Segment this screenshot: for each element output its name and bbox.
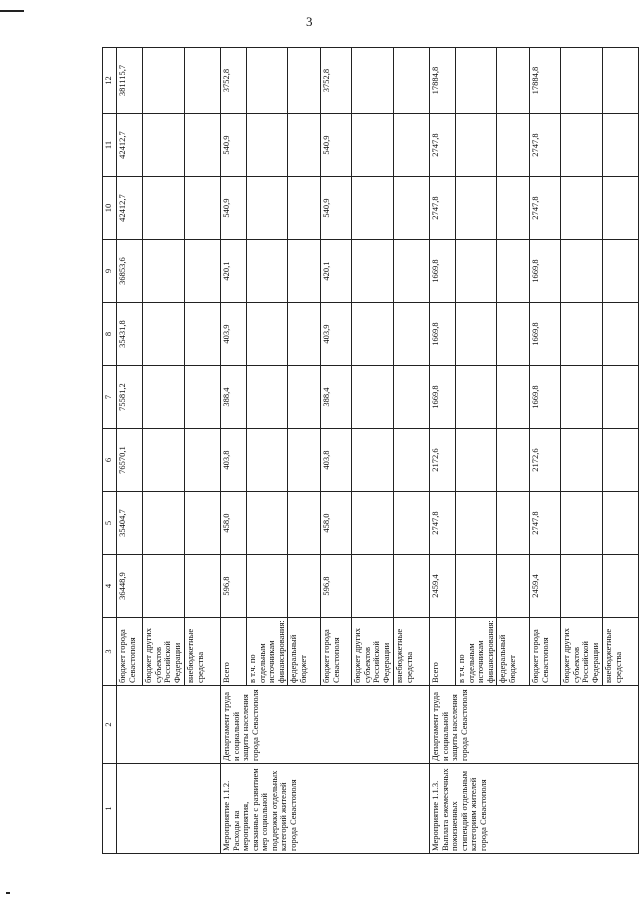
- value-cell-col-6: [497, 429, 530, 492]
- value-cell-col-7: [603, 366, 639, 429]
- funding-source-cell: бюджет других субъектов Российской Федерации: [143, 618, 185, 686]
- funding-source-cell: внебюджетные средства: [185, 618, 221, 686]
- value-cell-col-6: 403,8: [221, 429, 247, 492]
- column-header-11: 11: [103, 114, 117, 177]
- value-cell-col-8: [247, 303, 288, 366]
- funding-source-cell: бюджет города Севастополя: [117, 618, 143, 686]
- funding-source-cell: в т.ч. по отдельным источникам финансирования:: [456, 618, 497, 686]
- value-cell-col-11: [185, 114, 221, 177]
- value-cell-col-9: 420,1: [221, 240, 247, 303]
- value-cell-col-8: [185, 303, 221, 366]
- value-cell-col-8: [288, 303, 321, 366]
- budget-table: [102, 47, 639, 854]
- value-cell-col-11: [561, 114, 603, 177]
- value-cell-col-5: [247, 492, 288, 555]
- value-cell-col-11: [288, 114, 321, 177]
- value-cell-col-8: [497, 303, 530, 366]
- value-cell-col-12: [247, 48, 288, 114]
- funding-source-cell: внебюджетные средства: [603, 618, 639, 686]
- value-cell-col-7: [143, 366, 185, 429]
- value-cell-col-12: 3752,8: [221, 48, 247, 114]
- value-cell-col-6: [247, 429, 288, 492]
- value-cell-col-12: 17884,8: [530, 48, 561, 114]
- value-cell-col-12: [603, 48, 639, 114]
- value-cell-col-11: [352, 114, 394, 177]
- top-edge-mark: [0, 10, 24, 12]
- value-cell-col-6: 76570,1: [117, 429, 143, 492]
- value-cell-col-12: [288, 48, 321, 114]
- executor-cell-empty: [117, 686, 221, 764]
- value-cell-col-11: [497, 114, 530, 177]
- value-cell-col-12: [352, 48, 394, 114]
- column-header-6: 6: [103, 429, 117, 492]
- value-cell-col-5: 35404,7: [117, 492, 143, 555]
- value-cell-col-11: 42412,7: [117, 114, 143, 177]
- value-cell-col-8: [561, 303, 603, 366]
- value-cell-col-5: 458,0: [221, 492, 247, 555]
- value-cell-col-12: [456, 48, 497, 114]
- column-header-12: 12: [103, 48, 117, 114]
- value-cell-col-4: [288, 555, 321, 618]
- value-cell-col-5: [185, 492, 221, 555]
- value-cell-col-9: [185, 240, 221, 303]
- value-cell-col-12: 17884,8: [430, 48, 456, 114]
- column-header-3: 3: [103, 618, 117, 686]
- value-cell-col-4: 2459,4: [530, 555, 561, 618]
- value-cell-col-4: [394, 555, 430, 618]
- value-cell-col-5: [143, 492, 185, 555]
- column-header-7: 7: [103, 366, 117, 429]
- measure-cell: Мероприятие 1.1.3. Выплата ежемесячных пожизненных стипендий отдельным категориям жителей города Севастополя: [430, 764, 639, 854]
- value-cell-col-12: [185, 48, 221, 114]
- value-cell-col-9: 36853,6: [117, 240, 143, 303]
- value-cell-col-7: 75581,2: [117, 366, 143, 429]
- value-cell-col-8: [394, 303, 430, 366]
- value-cell-col-6: [456, 429, 497, 492]
- value-cell-col-4: 36448,9: [117, 555, 143, 618]
- value-cell-col-6: [561, 429, 603, 492]
- value-cell-col-11: [456, 114, 497, 177]
- value-cell-col-4: 596,8: [221, 555, 247, 618]
- column-header-5: 5: [103, 492, 117, 555]
- value-cell-col-12: [497, 48, 530, 114]
- value-cell-col-8: [352, 303, 394, 366]
- value-cell-col-9: [603, 240, 639, 303]
- value-cell-col-7: 388,4: [321, 366, 352, 429]
- value-cell-col-4: [603, 555, 639, 618]
- value-cell-col-8: [143, 303, 185, 366]
- value-cell-col-11: [143, 114, 185, 177]
- column-header-8: 8: [103, 303, 117, 366]
- measure-cell: Мероприятие 1.1.2. Расходы на мероприятия, связанные с развитием мер социальной поддержки отдельных категорий жителей города Севастополя: [221, 764, 430, 854]
- value-cell-col-11: [247, 114, 288, 177]
- table-body: [117, 48, 639, 854]
- value-cell-col-10: 2747,8: [430, 177, 456, 240]
- column-header-1: 1: [103, 764, 117, 854]
- value-cell-col-10: [143, 177, 185, 240]
- value-cell-col-9: [352, 240, 394, 303]
- value-cell-col-7: 1669,8: [530, 366, 561, 429]
- value-cell-col-4: [497, 555, 530, 618]
- value-cell-col-10: [247, 177, 288, 240]
- value-cell-col-5: [497, 492, 530, 555]
- value-cell-col-12: 3752,8: [321, 48, 352, 114]
- value-cell-col-8: 403,9: [221, 303, 247, 366]
- funding-source-cell: бюджет города Севастополя: [530, 618, 561, 686]
- value-cell-col-6: 2172,6: [430, 429, 456, 492]
- value-cell-col-9: [561, 240, 603, 303]
- value-cell-col-10: [352, 177, 394, 240]
- value-cell-col-8: 1669,8: [530, 303, 561, 366]
- value-cell-col-4: [247, 555, 288, 618]
- value-cell-col-7: [185, 366, 221, 429]
- value-cell-col-5: [394, 492, 430, 555]
- value-cell-col-7: [394, 366, 430, 429]
- rotated-table-holder: [102, 48, 623, 854]
- funding-source-cell: внебюджетные средства: [394, 618, 430, 686]
- column-header-2: 2: [103, 686, 117, 764]
- value-cell-col-10: 2747,8: [530, 177, 561, 240]
- value-cell-col-10: [561, 177, 603, 240]
- value-cell-col-4: [561, 555, 603, 618]
- value-cell-col-9: [456, 240, 497, 303]
- value-cell-col-7: 1669,8: [430, 366, 456, 429]
- column-header-9: 9: [103, 240, 117, 303]
- value-cell-col-10: [185, 177, 221, 240]
- value-cell-col-5: 458,0: [321, 492, 352, 555]
- funding-source-cell: федеральный бюджет: [288, 618, 321, 686]
- value-cell-col-9: 1669,8: [430, 240, 456, 303]
- table-row: [221, 48, 247, 854]
- value-cell-col-6: [185, 429, 221, 492]
- value-cell-col-10: [288, 177, 321, 240]
- value-cell-col-4: [456, 555, 497, 618]
- value-cell-col-10: [394, 177, 430, 240]
- value-cell-col-5: [352, 492, 394, 555]
- value-cell-col-8: 35431,8: [117, 303, 143, 366]
- value-cell-col-7: [288, 366, 321, 429]
- value-cell-col-11: 540,9: [221, 114, 247, 177]
- value-cell-col-9: 420,1: [321, 240, 352, 303]
- value-cell-col-7: [352, 366, 394, 429]
- value-cell-col-11: 2747,8: [530, 114, 561, 177]
- funding-source-cell: Всего: [221, 618, 247, 686]
- value-cell-col-11: 540,9: [321, 114, 352, 177]
- value-cell-col-9: [143, 240, 185, 303]
- value-cell-col-7: 388,4: [221, 366, 247, 429]
- value-cell-col-4: [352, 555, 394, 618]
- value-cell-col-6: [603, 429, 639, 492]
- measure-cell-empty: [117, 764, 221, 854]
- value-cell-col-9: [247, 240, 288, 303]
- value-cell-col-8: [603, 303, 639, 366]
- value-cell-col-6: [352, 429, 394, 492]
- table-row: [430, 48, 456, 854]
- value-cell-col-5: 2747,8: [530, 492, 561, 555]
- value-cell-col-11: [394, 114, 430, 177]
- value-cell-col-8: [456, 303, 497, 366]
- value-cell-col-9: [394, 240, 430, 303]
- value-cell-col-12: [143, 48, 185, 114]
- value-cell-col-12: 381115,7: [117, 48, 143, 114]
- value-cell-col-5: [561, 492, 603, 555]
- value-cell-col-6: [143, 429, 185, 492]
- value-cell-col-12: [561, 48, 603, 114]
- value-cell-col-11: [603, 114, 639, 177]
- rotated-table-frame: [102, 48, 623, 854]
- page-number: 3: [306, 14, 313, 29]
- value-cell-col-11: 2747,8: [430, 114, 456, 177]
- header-row: [103, 48, 117, 854]
- bottom-edge-mark: [6, 892, 10, 894]
- executor-cell: Департамент труда и социальной защиты населения города Севастополя: [430, 686, 639, 764]
- value-cell-col-10: 42412,7: [117, 177, 143, 240]
- value-cell-col-5: 2747,8: [430, 492, 456, 555]
- value-cell-col-7: [247, 366, 288, 429]
- value-cell-col-7: [561, 366, 603, 429]
- value-cell-col-8: 1669,8: [430, 303, 456, 366]
- value-cell-col-9: [288, 240, 321, 303]
- value-cell-col-7: [497, 366, 530, 429]
- value-cell-col-6: 2172,6: [530, 429, 561, 492]
- value-cell-col-10: 540,9: [221, 177, 247, 240]
- value-cell-col-4: 596,8: [321, 555, 352, 618]
- funding-source-cell: Всего: [430, 618, 456, 686]
- value-cell-col-4: [143, 555, 185, 618]
- funding-source-cell: в т.ч. по отдельным источникам финансирования:: [247, 618, 288, 686]
- value-cell-col-4: 2459,4: [430, 555, 456, 618]
- value-cell-col-6: [394, 429, 430, 492]
- value-cell-col-10: [456, 177, 497, 240]
- executor-cell: Департамент труда и социальной защиты населения города Севастополя: [221, 686, 430, 764]
- value-cell-col-12: [394, 48, 430, 114]
- value-cell-col-9: 1669,8: [530, 240, 561, 303]
- value-cell-col-9: [497, 240, 530, 303]
- value-cell-col-4: [185, 555, 221, 618]
- value-cell-col-5: [288, 492, 321, 555]
- value-cell-col-10: 540,9: [321, 177, 352, 240]
- funding-source-cell: федеральный бюджет: [497, 618, 530, 686]
- value-cell-col-6: 403,8: [321, 429, 352, 492]
- value-cell-col-6: [288, 429, 321, 492]
- value-cell-col-10: [603, 177, 639, 240]
- funding-source-cell: бюджет других субъектов Российской Федерации: [352, 618, 394, 686]
- table-row: [117, 48, 143, 854]
- value-cell-col-5: [603, 492, 639, 555]
- funding-source-cell: бюджет других субъектов Российской Федерации: [561, 618, 603, 686]
- column-header-4: 4: [103, 555, 117, 618]
- value-cell-col-7: [456, 366, 497, 429]
- funding-source-cell: бюджет города Севастополя: [321, 618, 352, 686]
- value-cell-col-5: [456, 492, 497, 555]
- value-cell-col-8: 403,9: [321, 303, 352, 366]
- column-header-10: 10: [103, 177, 117, 240]
- value-cell-col-10: [497, 177, 530, 240]
